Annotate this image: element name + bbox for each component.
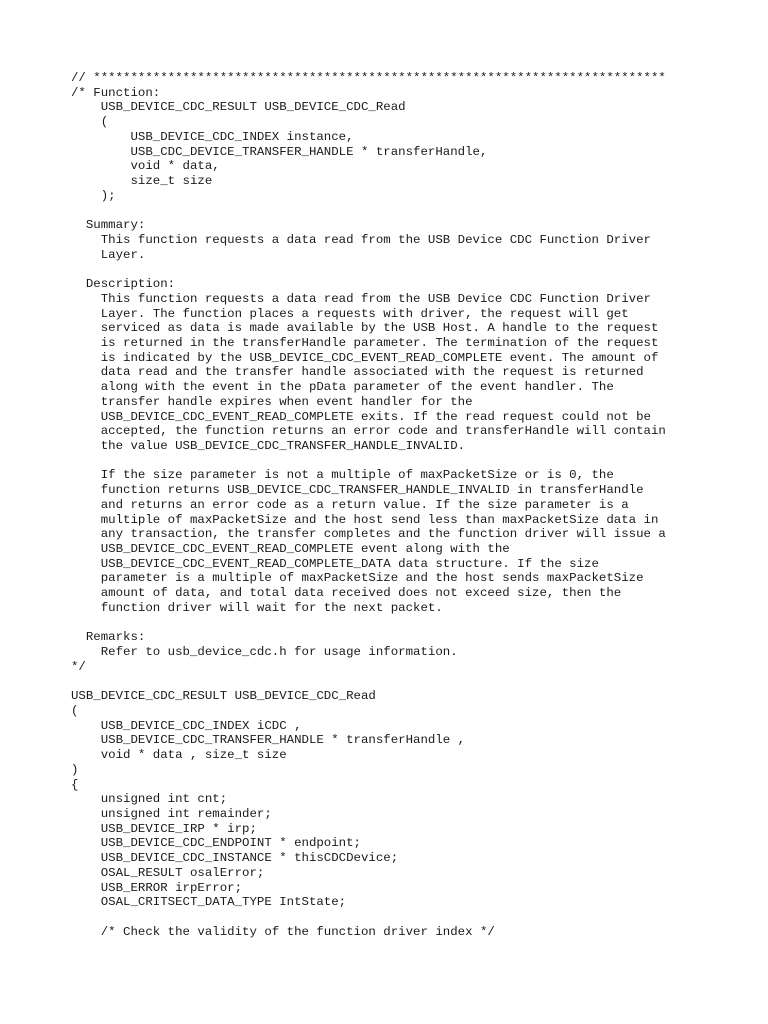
code-line: USB_DEVICE_CDC_RESULT USB_DEVICE_CDC_Read [71,100,406,115]
code-line [71,674,751,689]
code-line: unsigned int remainder; [71,806,272,821]
code-line: the value USB_DEVICE_CDC_TRANSFER_HANDLE_INVALID. [71,438,466,453]
code-line: USB_CDC_DEVICE_TRANSFER_HANDLE * transferHandle, [71,144,488,159]
code-line: unsigned int cnt; [71,792,228,807]
code-line: USB_DEVICE_CDC_EVENT_READ_COMPLETE event along with the [71,542,510,556]
code-line: // ***************************************************************************** [71,71,666,85]
code-document [71,71,751,939]
code-line: along with the event in the pData parameter of the event handler. The [71,380,614,395]
code-line: data read and the transfer handle associated with the request is returned [71,365,644,380]
code-line: is returned in the transferHandle parameter. The termination of the request [71,335,659,350]
code-line: USB_ERROR irpError; [71,880,243,895]
code-line: is indicated by the USB_DEVICE_CDC_EVENT_READ_COMPLETE event. The amount of [71,350,659,365]
code-line: USB_DEVICE_CDC_RESULT USB_DEVICE_CDC_Read [71,689,376,704]
code-line [71,262,751,277]
code-line [71,616,751,631]
code-line: This function requests a data read from the USB Device CDC Function Driver [71,232,651,247]
code-line: OSAL_CRITSECT_DATA_TYPE IntState; [71,895,347,910]
code-line: parameter is a multiple of maxPacketSize and the host sends maxPacketSize [71,571,644,586]
code-line: /* Check the validity of the function driver index */ [71,924,495,939]
code-line: USB_DEVICE_CDC_INDEX iCDC , [71,718,302,733]
code-line: */ [71,659,86,674]
code-line: Summary: [71,218,146,233]
code-line: Layer. [71,247,146,262]
code-line: USB_DEVICE_CDC_INDEX instance, [71,129,354,144]
code-line: ( [71,115,109,130]
code-line [71,910,751,925]
code-line: function returns USB_DEVICE_CDC_TRANSFER_HANDLE_INVALID in transferHandle [71,483,644,498]
code-line: OSAL_RESULT osalError; [71,865,265,880]
code-line [71,454,751,469]
code-line: USB_DEVICE_CDC_TRANSFER_HANDLE * transferHandle , [71,733,466,748]
code-line: accepted, the function returns an error code and transferHandle will contain [71,424,666,439]
code-line: and returns an error code as a return value. If the size parameter is a [71,497,629,512]
code-line: transfer handle expires when event handler for the [71,394,473,409]
code-line: ( [71,703,79,718]
code-line: USB_DEVICE_CDC_EVENT_READ_COMPLETE_DATA data structure. If the size [71,556,599,571]
code-line: serviced as data is made available by the USB Host. A handle to the request [71,321,659,336]
code-line: void * data , size_t size [71,748,287,763]
code-line: USB_DEVICE_CDC_INSTANCE * thisCDCDevice; [71,851,399,866]
code-line: { [71,777,79,792]
code-line: If the size parameter is not a multiple of maxPacketSize or is 0, the [71,468,614,483]
code-line: /* Function: [71,85,161,100]
code-line: ) [71,762,79,777]
code-line: USB_DEVICE_CDC_EVENT_READ_COMPLETE exits. If the read request could not be [71,409,651,424]
code-line: ); [71,188,116,203]
code-line: any transaction, the transfer completes and the function driver will issue a [71,527,666,542]
code-line: USB_DEVICE_IRP * irp; [71,821,257,836]
code-line: multiple of maxPacketSize and the host send less than maxPacketSize data in [71,512,659,527]
code-line: amount of data, and total data received does not exceed size, then the [71,586,622,601]
code-line: Description: [71,277,176,292]
code-line [71,203,751,218]
code-line: USB_DEVICE_CDC_ENDPOINT * endpoint; [71,836,361,851]
code-line: function driver will wait for the next packet. [71,600,443,615]
code-line: Refer to usb_device_cdc.h for usage information. [71,645,458,660]
code-line: Layer. The function places a requests with driver, the request will get [71,306,629,321]
code-line: This function requests a data read from the USB Device CDC Function Driver [71,291,651,306]
code-line: Remarks: [71,630,146,645]
code-line: void * data, [71,159,220,174]
code-line: size_t size [71,174,213,189]
